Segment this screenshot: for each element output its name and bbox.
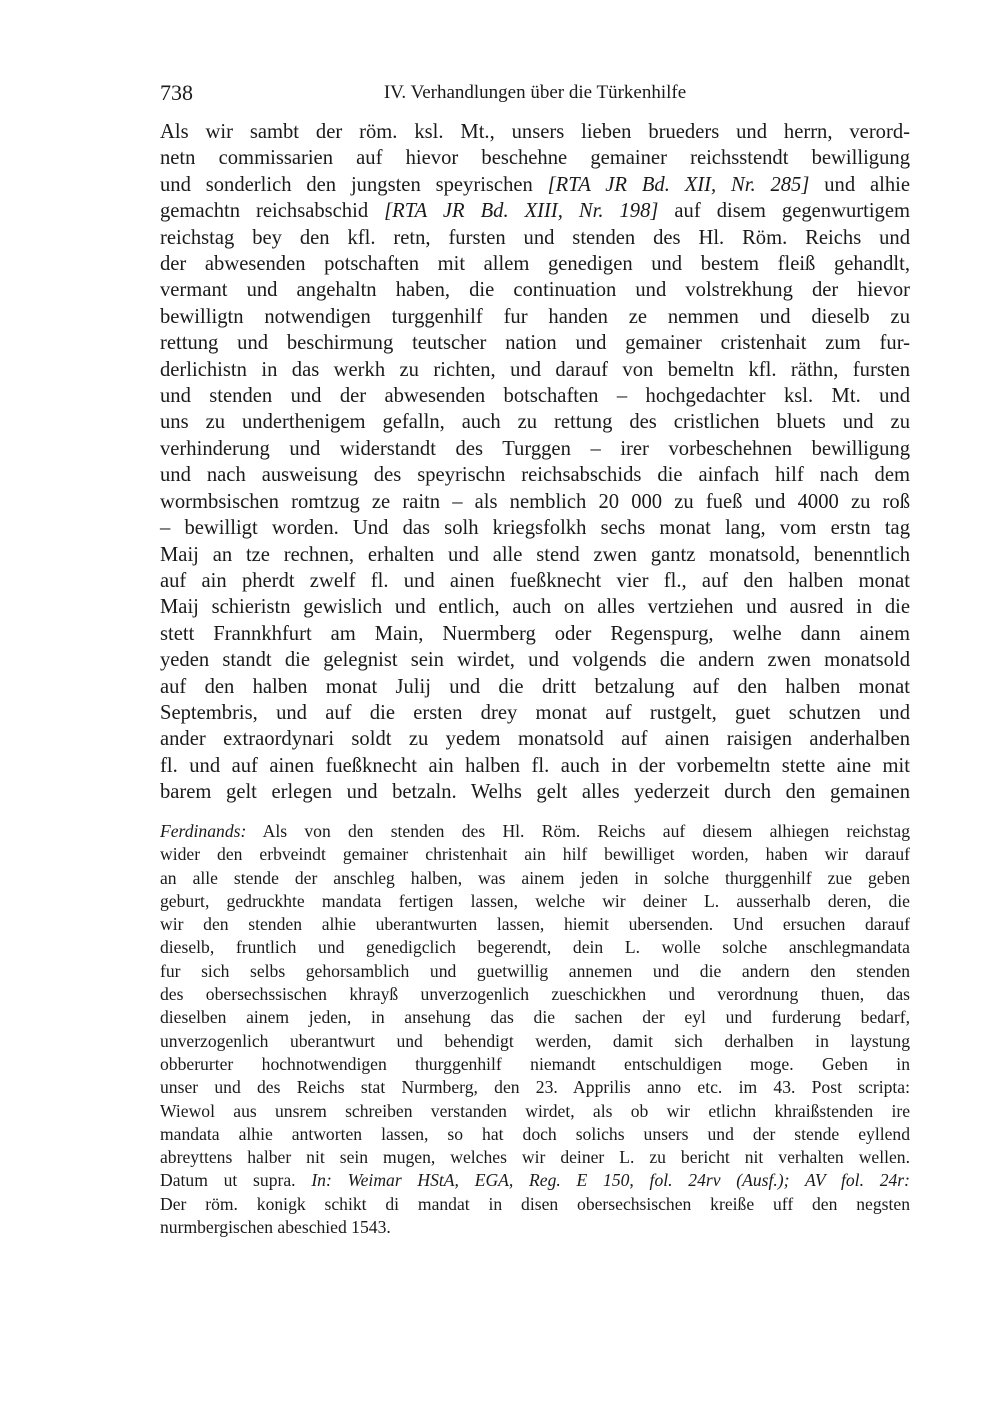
text-segment: und alhie: [824, 173, 910, 196]
footnote-line: an alle stende der anschleg halben, was ainem jeden in solche thurggenhilf zue geben: [160, 867, 910, 888]
footnote-line: fur sich selbs gehorsamblich und guetwillig annemen und die andern den stenden: [160, 960, 910, 981]
footnote-line: geburt, gedruckhte mandata fertigen lassen, welche wir deiner L. ausserhalb deren, die: [160, 890, 910, 911]
text-line: wormbsischen romtzug ze raitn – als nemblich 20 000 zu fueß und 4000 zu roß: [160, 490, 910, 513]
text-line: netn commissarien auf hievor beschehne gemainer reichsstendt bewilligung: [160, 147, 910, 170]
text-line: der abwesenden potschaften mit allem genedigen und bestem fleiß gehandlt,: [160, 253, 910, 276]
text-line: Maij schieristn gewislich und entlich, auch on alles vertziehen und ausred in die: [160, 596, 910, 619]
text-segment: auf disem gegenwurtigem: [674, 200, 910, 223]
text-line: reichstag bey den kfl. retn, fursten und stenden des Hl. Röm. Reichs und: [160, 226, 910, 249]
footnote-line: wider den erbveindt gemainer christenhait ain hilf bewilliget worden, haben wir darauf: [160, 844, 910, 865]
text-line: bewilligtn notwendigen turggenhilf fur handen ze nemmen und dieselb zu: [160, 305, 910, 328]
text-line: yeden standt die gelegnist sein wirdet, und volgends die andern zwen monatsold: [160, 649, 910, 672]
main-text: [160, 119, 910, 806]
text-line: rettung und beschirmung teutscher nation und gemainer cristenhait zum fur-: [160, 332, 910, 355]
text-line: barem gelt erlegen und betzaln. Welhs gelt alles yederzeit durch den gemainen: [160, 781, 910, 804]
text-line: Maij an tze rechnen, erhalten und alle stend zwen gantz monatsold, benenntlich: [160, 543, 910, 566]
text-segment: Datum ut supra.: [160, 1170, 296, 1191]
page-header: [160, 80, 910, 108]
text-line: stett Frannkhfurt am Main, Nuermberg oder Regenspurg, welhe dann ainem: [160, 622, 910, 645]
text-line: vermant und angehaltn haben, die continuation und volstrekhung der hievor: [160, 279, 910, 302]
text-line: ander extraordynari soldt zu yedem monatsold auf ainen raisigen anderhalben: [160, 728, 910, 751]
running-title: IV. Verhandlungen über die Türkenhilfe: [383, 82, 687, 103]
footnote-line: [160, 820, 910, 843]
text-line: [160, 172, 910, 198]
text-line: Septembris, und auf die ersten drey monat auf rustgelt, guet schutzen und: [160, 701, 910, 724]
footnote-line: wir den stenden alhie uberantwurten lassen, hiemit ubersenden. Und ersuchen darauf: [160, 914, 910, 935]
footnote-line: abreyttens halber nit sein mugen, welches wir deiner L. zu bericht nit verhalten wellen.: [160, 1147, 910, 1168]
text-segment: und sonderlich den jungsten speyrischen: [160, 173, 533, 196]
text-line: uns zu underthenigem gefalln, auch zu rettung des cristlichen bluets und zu: [160, 411, 910, 434]
footnote-line: Der röm. konigk schikt di mandat in disen obersechsischen kreiße uff den negsten: [160, 1193, 910, 1214]
footnote-line: des obersechssischen khrayß unverzogenlich zueschickhen und verordnung thuen, das: [160, 984, 910, 1005]
text-line: und stenden und der abwesenden botschaften – hochgedachter ksl. Mt. und: [160, 385, 910, 408]
footnote: [160, 820, 910, 1239]
footnote-line: dieselb, fruntlich und genedigclich begerendt, dein L. wolle solche anschlegmandata: [160, 937, 910, 958]
footnote-line: nurmbergischen abeschied 1543.: [160, 1217, 391, 1238]
footnote-line: dieselben ainem jeden, in ansehung das die sachen der eyl und furderung bedarf,: [160, 1007, 910, 1028]
citation: [RTA JR Bd. XII, Nr. 285]: [547, 173, 810, 196]
footnote-line: [160, 1169, 910, 1192]
text-line: fl. und auf ainen fueßknecht ain halben fl. auch in der vorbemeltn stette aine mit: [160, 754, 910, 777]
text-line: Als wir sambt der röm. ksl. Mt., unsers lieben brueders und herrn, verord-: [160, 121, 910, 143]
footnote-line: mandata alhie antworten lassen, so hat doch solichs unsers und der stende eyllend: [160, 1123, 910, 1144]
footnote-line: obberurter hochnotwendigen thurggenhilf niemandt entschuldigen moge. Geben in: [160, 1053, 910, 1074]
text-line: auf den halben monat Julij und die dritt betzalung auf den halben monat: [160, 675, 910, 698]
text-line: [160, 198, 910, 224]
footnote-label: Ferdinands:: [160, 821, 247, 841]
text-line: derlichistn in das werkh zu richten, und darauf von bemeltn kfl. räthn, fursten: [160, 358, 910, 381]
text-line: auf ain pherdt zwelf fl. und ainen fueßknecht vier fl., auf den halben monat: [160, 569, 910, 592]
source-citation: In: Weimar HStA, EGA, Reg. E 150, fol. 24rv (Ausf.); AV fol. 24r:: [311, 1170, 911, 1191]
text-segment: Als von den stenden des Hl. Röm. Reichs auf diesem alhiegen reichstag: [262, 821, 910, 841]
footnote-line: Wiewol aus unsrem schreiben verstanden wirdet, als ob wir etlichn khraißstenden ire: [160, 1100, 910, 1121]
footnote-line: unser und des Reichs stat Nurmberg, den 23. Apprilis anno etc. im 43. Post scripta:: [160, 1077, 910, 1098]
text-line: verhinderung und widerstandt des Turggen – irer vorbeschehnen bewilligung: [160, 437, 910, 460]
page-number: 738: [160, 80, 193, 105]
footnote-line: unverzogenlich uberantwurt und behendigt werden, damit sich derhalben in laystung: [160, 1030, 910, 1051]
text-line: – bewilligt worden. Und das solh kriegsfolkh sechs monat lang, vom erstn tag: [160, 517, 910, 540]
text-segment: gemachtn reichsabschid: [160, 200, 369, 223]
citation: [RTA JR Bd. XIII, Nr. 198]: [384, 200, 659, 223]
text-line: und nach ausweisung des speyrischn reichsabschids die ainfach hilf nach dem: [160, 464, 910, 487]
